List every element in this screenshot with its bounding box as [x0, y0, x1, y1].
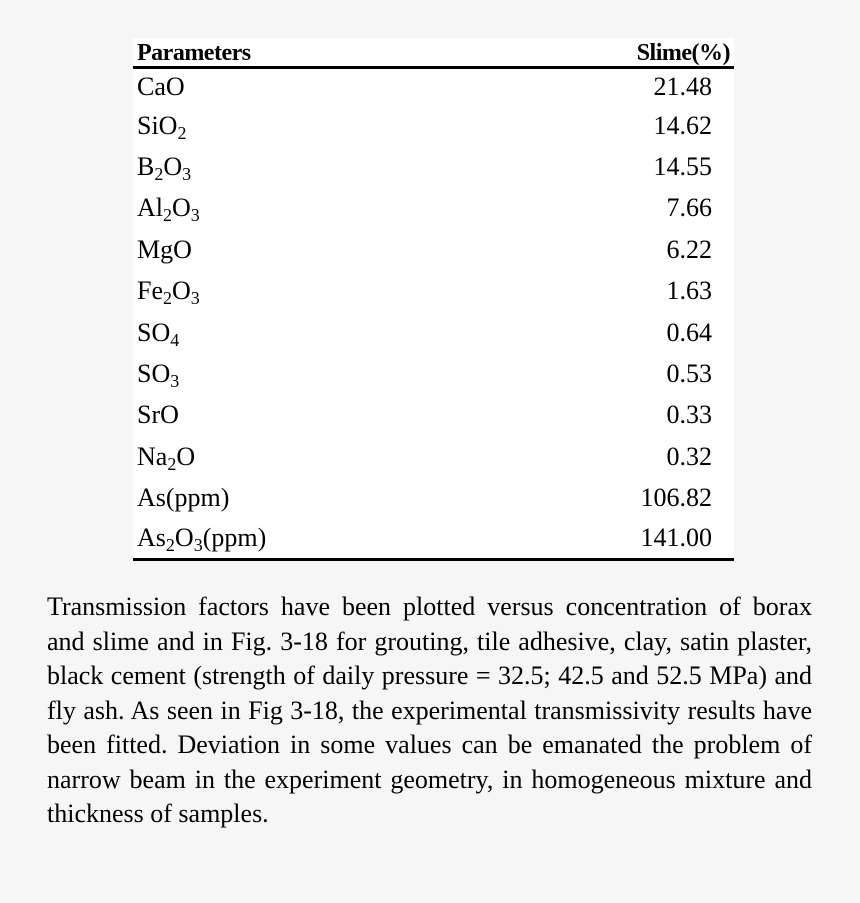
row-parameter: $As_2O_3(ppm)$: [133, 519, 497, 560]
table-body: [133, 68, 734, 560]
table-row: [133, 312, 734, 353]
row-value: 0.53: [666, 359, 712, 389]
table-row: [133, 229, 734, 270]
table-row: [133, 146, 734, 187]
row-value: 14.62: [653, 110, 712, 140]
row-parameter: $Fe_2O_3$: [137, 276, 200, 309]
row-value: 106.82: [640, 483, 712, 513]
row-parameter: $SO_4$: [137, 317, 180, 350]
row-value: 6.22: [666, 234, 712, 264]
row-value: 0.32: [666, 441, 712, 471]
row-value: 141.00: [497, 519, 734, 560]
row-parameter: SiO$_2$: [137, 110, 187, 143]
row-value: 7.66: [666, 193, 712, 223]
row-value: 0.64: [666, 317, 712, 347]
row-parameter: $SO_3$: [137, 359, 180, 392]
table-row: [133, 519, 734, 560]
row-parameter: As(ppm): [137, 483, 230, 513]
row-parameter: $B_2O_3$: [137, 152, 192, 185]
table-row: [133, 395, 734, 436]
table-row: [133, 68, 734, 106]
table-row: [133, 188, 734, 229]
composition-table: [133, 38, 734, 561]
row-parameter: MgO: [137, 234, 192, 264]
composition-table-grid: [133, 38, 734, 561]
row-parameter: SrO: [137, 400, 179, 430]
table-header-row: [133, 38, 734, 68]
header-slime-percent: Slime(%): [497, 38, 734, 68]
table-row: [133, 436, 734, 477]
row-value: 1.63: [666, 276, 712, 306]
table-row: [133, 353, 734, 394]
header-parameters: Parameters: [133, 38, 497, 68]
row-parameter: $Al_2O_3$: [137, 193, 200, 226]
table-row: [133, 105, 734, 146]
table-row: [133, 478, 734, 519]
table-row: [133, 271, 734, 312]
row-parameter: CaO: [137, 72, 185, 101]
row-value: 21.48: [653, 72, 712, 101]
body-paragraph: Transmission factors have been plotted versus concentration of borax and slime and in Fig. 3-18 for grouting, tile adhesive, clay, satin plaster, black cement (strength of daily pressure = 32.5; 42.5 and 52.5 MPa) and fly ash. As seen in Fig 3-18, the experimental transmissivity results have been fitted. Deviation in some values can be emanated the problem of narrow beam in the experiment geometry, in homogeneous mixture and thickness of samples.: [47, 592, 812, 828]
row-parameter: $Na_2O$: [137, 441, 196, 474]
row-value: 0.33: [666, 400, 712, 430]
row-value: 14.55: [653, 152, 712, 182]
